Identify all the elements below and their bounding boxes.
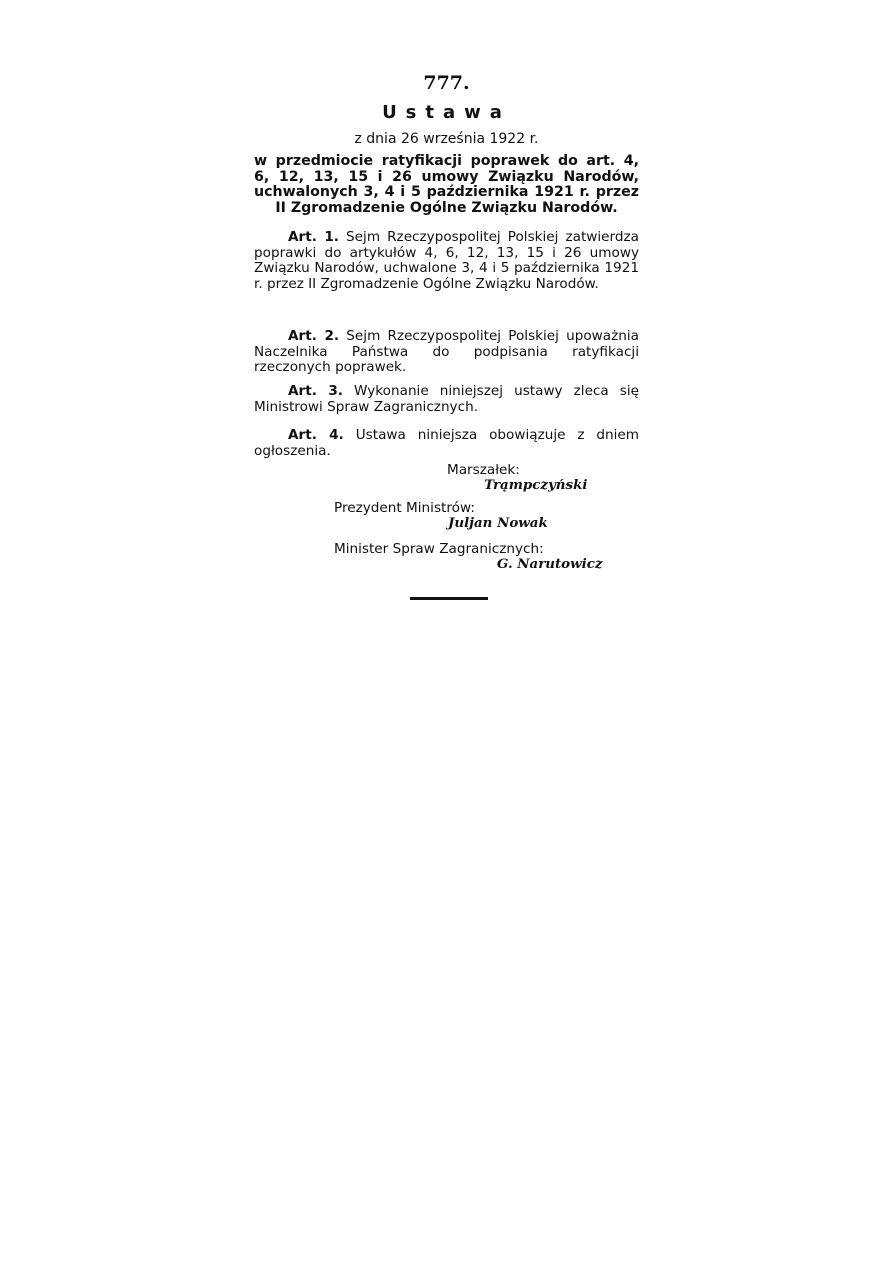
article-label: Art. 1. xyxy=(288,229,339,245)
signature-name: G. Narutowicz xyxy=(497,556,603,572)
signature-role: Minister Spraw Zagranicznych: xyxy=(334,541,544,557)
signature-role: Marszałek: xyxy=(447,462,520,478)
signature-name: Juljan Nowak xyxy=(448,515,548,531)
act-date: z dnia 26 września 1922 r. xyxy=(354,131,539,147)
signature-name: Trąmpczyński xyxy=(484,477,588,493)
subject-line: 6, 12, 13, 15 i 26 umowy Związku Narodów, xyxy=(254,168,639,185)
closing-rule xyxy=(410,597,488,600)
article-label: Art. 4. xyxy=(288,427,344,443)
act-title: Ustawa xyxy=(382,102,511,123)
article-text: Sejm Rzeczypospolitej Polskiej zatwierdza poprawki do artykułów 4, 6, 12, 13, 15 i 26 umowy Związku Narodów, uchwalone 3, 4 i 5 października 1921 r. przez II Zgromadzenie Ogólne Związku Narodów. xyxy=(254,229,639,292)
article-1 xyxy=(254,230,639,292)
subject-line: II Zgromadzenie Ogólne Związku Narodów. xyxy=(275,199,618,216)
article-4 xyxy=(254,428,639,459)
subject-line: w przedmiocie ratyfikacji poprawek do art. 4, xyxy=(254,153,639,169)
article-label: Art. 2. xyxy=(288,328,340,344)
act-number: 777. xyxy=(423,72,470,94)
article-2 xyxy=(254,329,639,376)
article-3 xyxy=(254,384,639,415)
act-subject xyxy=(254,154,639,216)
signature-role: Prezydent Ministrów: xyxy=(334,500,475,516)
article-text: Ustawa niniejsza obowiązuje z dniem ogłoszenia. xyxy=(254,427,639,459)
subject-line: uchwalonych 3, 4 i 5 października 1921 r. przez xyxy=(254,184,639,200)
article-text: Wykonanie niniejszej ustawy zleca się Ministrowi Spraw Zagranicznych. xyxy=(254,383,640,415)
article-label: Art. 3. xyxy=(288,383,343,399)
article-text: Sejm Rzeczypospolitej Polskiej upoważnia Naczelnika Państwa do podpisania ratyfikacji rzeczonych poprawek. xyxy=(254,328,639,375)
